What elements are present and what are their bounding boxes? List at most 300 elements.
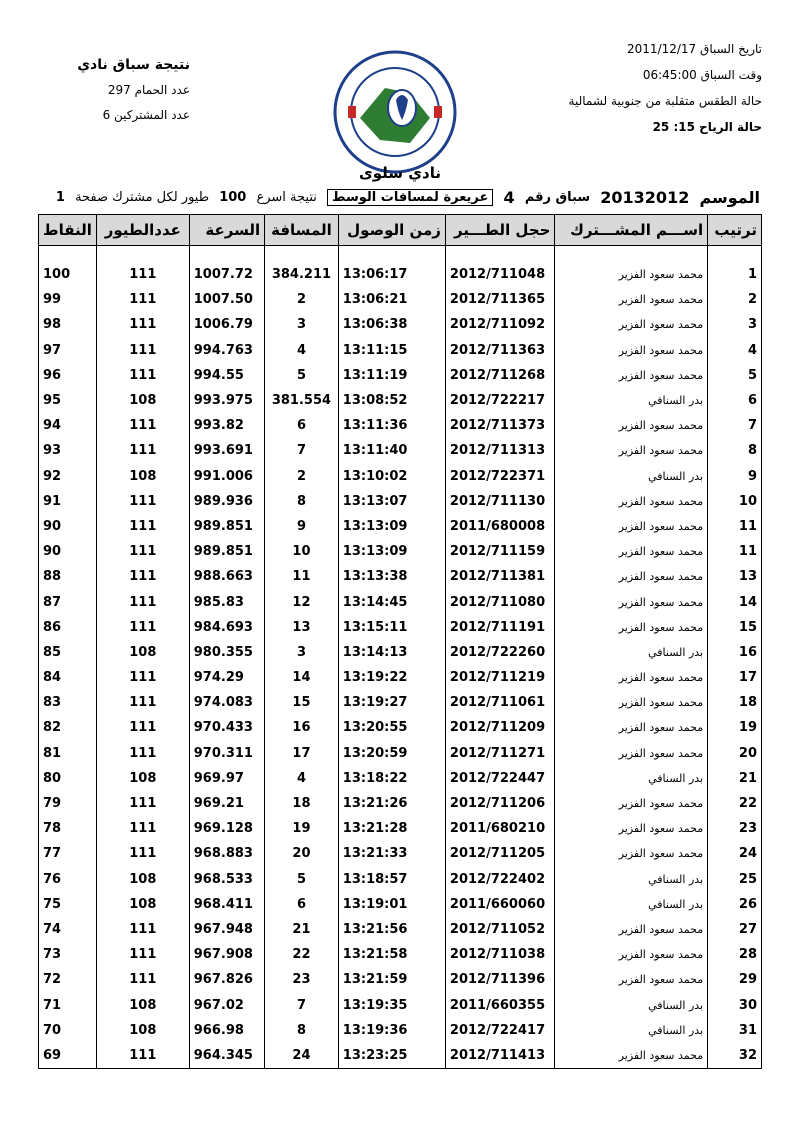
cell-ring: 2012/711313 [445,438,555,463]
cell-rank: 13 [708,564,762,589]
cell-distance: 2 [265,287,339,312]
cell-arrival: 13:06:17 [338,262,445,287]
cell-points: 97 [39,338,97,363]
cell-ring: 2012/711130 [445,489,555,514]
cell-birds: 108 [96,640,189,665]
cell-rank: 4 [708,338,762,363]
wind-status: حالة الرياح 15: 25 [652,120,762,134]
spacer-row [39,246,762,263]
cell-rank: 1 [708,262,762,287]
cell-points: 72 [39,967,97,992]
cell-name: محمد سعود الفزير [555,564,708,589]
table-row [39,665,762,690]
cell-points: 90 [39,514,97,539]
cell-birds: 111 [96,312,189,337]
cell-name: محمد سعود الفزير [555,589,708,614]
cell-points: 71 [39,992,97,1017]
cell-points: 99 [39,287,97,312]
table-row [39,312,762,337]
cell-arrival: 13:19:27 [338,690,445,715]
cell-name: محمد سعود الفزير [555,816,708,841]
cell-speed: 964.345 [189,1043,264,1069]
table-row [39,892,762,917]
cell-points: 95 [39,388,97,413]
cell-points: 82 [39,715,97,740]
table-row [39,766,762,791]
cell-birds: 111 [96,665,189,690]
cell-ring: 2012/711061 [445,690,555,715]
cell-distance: 14 [265,665,339,690]
cell-birds: 111 [96,741,189,766]
fastest-count: 100 [219,190,247,205]
cell-ring: 2012/722260 [445,640,555,665]
table-row [39,438,762,463]
cell-birds: 111 [96,791,189,816]
cell-name: محمد سعود الفزير [555,967,708,992]
cell-points: 74 [39,917,97,942]
cell-distance: 13 [265,615,339,640]
cell-speed: 974.083 [189,690,264,715]
cell-speed: 985.83 [189,589,264,614]
cell-birds: 108 [96,388,189,413]
cell-name: بدر السنافي [555,388,708,413]
table-row [39,816,762,841]
cell-rank: 25 [708,867,762,892]
participants-count: عدد المشتركين 6 [102,108,190,122]
table-header-row [39,215,762,246]
cell-distance: 4 [265,338,339,363]
cell-name: بدر السنافي [555,1018,708,1043]
cell-speed: 970.311 [189,741,264,766]
result-summary [77,57,190,133]
cell-points: 87 [39,589,97,614]
cell-speed: 991.006 [189,464,264,489]
cell-rank: 5 [708,363,762,388]
per-participant-label: طيور لكل مشترك صفحة [75,190,210,205]
cell-name: محمد سعود الفزير [555,615,708,640]
cell-birds: 111 [96,589,189,614]
cell-name: محمد سعود الفزير [555,791,708,816]
cell-name: بدر السنافي [555,992,708,1017]
result-label: نتيجة اسرع [256,190,317,205]
cell-birds: 111 [96,1043,189,1069]
season-value: 20132012 [600,188,690,207]
cell-ring: 2012/711038 [445,942,555,967]
cell-rank: 30 [708,992,762,1017]
table-row [39,589,762,614]
cell-arrival: 13:20:55 [338,715,445,740]
cell-ring: 2012/711373 [445,413,555,438]
table-row [39,262,762,287]
cell-arrival: 13:14:13 [338,640,445,665]
cell-points: 86 [39,615,97,640]
cell-birds: 108 [96,892,189,917]
cell-arrival: 13:13:07 [338,489,445,514]
cell-rank: 6 [708,388,762,413]
cell-points: 88 [39,564,97,589]
col-ring: حجل الطـــير [445,215,555,246]
cell-distance: 2 [265,464,339,489]
table-row [39,615,762,640]
cell-ring: 2012/722371 [445,464,555,489]
cell-ring: 2012/722402 [445,867,555,892]
cell-name: بدر السنافي [555,892,708,917]
cell-arrival: 13:19:35 [338,992,445,1017]
cell-rank: 3 [708,312,762,337]
cell-birds: 111 [96,967,189,992]
cell-points: 100 [39,262,97,287]
cell-arrival: 13:11:19 [338,363,445,388]
cell-speed: 994.55 [189,363,264,388]
cell-arrival: 13:10:02 [338,464,445,489]
cell-arrival: 13:13:09 [338,539,445,564]
cell-rank: 10 [708,489,762,514]
table-row [39,791,762,816]
cell-name: بدر السنافي [555,464,708,489]
cell-distance: 21 [265,917,339,942]
cell-distance: 20 [265,841,339,866]
cell-points: 85 [39,640,97,665]
cell-ring: 2012/711219 [445,665,555,690]
cell-arrival: 13:15:11 [338,615,445,640]
cell-arrival: 13:14:45 [338,589,445,614]
table-row [39,363,762,388]
pigeon-count: عدد الحمام 297 [107,83,190,97]
race-meta [522,42,762,146]
cell-distance: 10 [265,539,339,564]
cell-name: محمد سعود الفزير [555,715,708,740]
table-row [39,338,762,363]
cell-birds: 108 [96,992,189,1017]
cell-distance: 22 [265,942,339,967]
cell-points: 73 [39,942,97,967]
cell-birds: 108 [96,464,189,489]
cell-birds: 111 [96,262,189,287]
cell-name: محمد سعود الفزير [555,363,708,388]
cell-rank: 9 [708,464,762,489]
table-row [39,992,762,1017]
cell-birds: 111 [96,489,189,514]
cell-points: 94 [39,413,97,438]
col-rank: ترتيب [708,215,762,246]
cell-distance: 3 [265,640,339,665]
cell-arrival: 13:20:59 [338,741,445,766]
cell-ring: 2012/711396 [445,967,555,992]
table-row [39,690,762,715]
cell-birds: 108 [96,867,189,892]
cell-rank: 19 [708,715,762,740]
cell-rank: 2 [708,287,762,312]
table-row [39,489,762,514]
cell-distance: 4 [265,766,339,791]
table-row [39,867,762,892]
cell-distance: 8 [265,1018,339,1043]
cell-speed: 989.851 [189,514,264,539]
cell-ring: 2012/711205 [445,841,555,866]
cell-ring: 2011/680008 [445,514,555,539]
race-info-line [40,188,760,212]
cell-distance: 5 [265,867,339,892]
page-number: 1 [55,190,65,205]
cell-ring: 2012/722447 [445,766,555,791]
cell-arrival: 13:23:25 [338,1043,445,1069]
table-row [39,1043,762,1069]
cell-name: محمد سعود الفزير [555,338,708,363]
cell-ring: 2012/711080 [445,589,555,614]
col-points: النقاط [39,215,97,246]
cell-rank: 32 [708,1043,762,1069]
weather-status: حالة الطقس متقلبة من جنوبية لشمالية [568,94,762,108]
cell-speed: 967.908 [189,942,264,967]
cell-rank: 17 [708,665,762,690]
cell-distance: 19 [265,816,339,841]
cell-birds: 111 [96,413,189,438]
cell-birds: 111 [96,690,189,715]
table-row [39,640,762,665]
cell-arrival: 13:19:36 [338,1018,445,1043]
table-row [39,967,762,992]
cell-speed: 967.948 [189,917,264,942]
cell-rank: 27 [708,917,762,942]
cell-name: محمد سعود الفزير [555,287,708,312]
table-row [39,464,762,489]
cell-speed: 1007.72 [189,262,264,287]
cell-points: 91 [39,489,97,514]
cell-name: محمد سعود الفزير [555,841,708,866]
cell-distance: 8 [265,489,339,514]
cell-points: 69 [39,1043,97,1069]
cell-name: محمد سعود الفزير [555,741,708,766]
cell-birds: 108 [96,766,189,791]
cell-ring: 2012/711048 [445,262,555,287]
cell-ring: 2012/711363 [445,338,555,363]
cell-ring: 2012/711052 [445,917,555,942]
cell-arrival: 13:13:09 [338,514,445,539]
cell-speed: 968.533 [189,867,264,892]
col-speed: السرعة [189,215,264,246]
cell-points: 90 [39,539,97,564]
cell-speed: 970.433 [189,715,264,740]
cell-distance: 381.554 [265,388,339,413]
cell-speed: 984.693 [189,615,264,640]
cell-rank: 22 [708,791,762,816]
cell-speed: 993.691 [189,438,264,463]
table-row [39,514,762,539]
cell-distance: 384.211 [265,262,339,287]
table-row [39,1018,762,1043]
cell-distance: 16 [265,715,339,740]
cell-ring: 2011/660355 [445,992,555,1017]
cell-rank: 21 [708,766,762,791]
cell-ring: 2012/711413 [445,1043,555,1069]
cell-distance: 24 [265,1043,339,1069]
cell-ring: 2011/660060 [445,892,555,917]
table-row [39,741,762,766]
cell-rank: 31 [708,1018,762,1043]
race-number: 4 [503,188,515,207]
cell-rank: 26 [708,892,762,917]
cell-name: محمد سعود الفزير [555,262,708,287]
cell-arrival: 13:11:40 [338,438,445,463]
club-name: نادي سلوى [359,164,441,182]
cell-arrival: 13:21:58 [338,942,445,967]
cell-rank: 15 [708,615,762,640]
cell-speed: 966.98 [189,1018,264,1043]
cell-points: 98 [39,312,97,337]
cell-speed: 974.29 [189,665,264,690]
cell-speed: 989.851 [189,539,264,564]
cell-name: محمد سعود الفزير [555,665,708,690]
cell-ring: 2012/722417 [445,1018,555,1043]
table-row [39,539,762,564]
cell-distance: 23 [265,967,339,992]
cell-points: 70 [39,1018,97,1043]
cell-rank: 14 [708,589,762,614]
cell-speed: 969.128 [189,816,264,841]
col-distance: المسافة [265,215,339,246]
cell-arrival: 13:13:38 [338,564,445,589]
result-title: نتيجة سباق نادي [77,57,190,73]
cell-speed: 967.02 [189,992,264,1017]
cell-points: 96 [39,363,97,388]
cell-rank: 24 [708,841,762,866]
cell-arrival: 13:11:36 [338,413,445,438]
cell-points: 83 [39,690,97,715]
cell-rank: 23 [708,816,762,841]
cell-ring: 2012/711271 [445,741,555,766]
cell-points: 80 [39,766,97,791]
cell-arrival: 13:19:01 [338,892,445,917]
table-row [39,841,762,866]
race-time: وقت السباق 06:45:00 [642,68,762,82]
cell-distance: 7 [265,438,339,463]
cell-ring: 2012/711209 [445,715,555,740]
cell-name: بدر السنافي [555,640,708,665]
cell-birds: 111 [96,816,189,841]
cell-distance: 6 [265,892,339,917]
cell-arrival: 13:21:56 [338,917,445,942]
cell-birds: 111 [96,539,189,564]
cell-name: محمد سعود الفزير [555,1043,708,1069]
cell-distance: 18 [265,791,339,816]
cell-points: 92 [39,464,97,489]
table-row [39,413,762,438]
table-row [39,564,762,589]
cell-speed: 1007.50 [189,287,264,312]
table-row [39,715,762,740]
table-row [39,388,762,413]
cell-rank: 8 [708,438,762,463]
col-arrival: زمن الوصول [338,215,445,246]
cell-name: محمد سعود الفزير [555,690,708,715]
cell-birds: 111 [96,514,189,539]
cell-distance: 6 [265,413,339,438]
cell-speed: 993.975 [189,388,264,413]
cell-ring: 2012/711268 [445,363,555,388]
cell-ring: 2012/711159 [445,539,555,564]
table-row [39,917,762,942]
race-description: عريعرة لمسافات الوسط [327,189,493,206]
cell-rank: 16 [708,640,762,665]
cell-arrival: 13:18:57 [338,867,445,892]
cell-speed: 994.763 [189,338,264,363]
cell-ring: 2012/711365 [445,287,555,312]
cell-birds: 111 [96,615,189,640]
cell-ring: 2012/711191 [445,615,555,640]
cell-ring: 2012/711381 [445,564,555,589]
cell-speed: 967.826 [189,967,264,992]
cell-birds: 111 [96,942,189,967]
cell-name: محمد سعود الفزير [555,514,708,539]
cell-birds: 111 [96,287,189,312]
cell-distance: 11 [265,564,339,589]
table-row [39,942,762,967]
cell-speed: 993.82 [189,413,264,438]
race-number-label: سباق رقم [524,190,591,205]
cell-name: محمد سعود الفزير [555,942,708,967]
cell-name: محمد سعود الفزير [555,312,708,337]
cell-birds: 111 [96,841,189,866]
cell-name: بدر السنافي [555,766,708,791]
cell-rank: 20 [708,741,762,766]
cell-birds: 111 [96,917,189,942]
cell-speed: 969.21 [189,791,264,816]
cell-points: 78 [39,816,97,841]
cell-ring: 2012/722217 [445,388,555,413]
season-label: الموسم [699,188,760,207]
cell-speed: 988.663 [189,564,264,589]
cell-birds: 111 [96,363,189,388]
cell-speed: 968.411 [189,892,264,917]
table-row [39,287,762,312]
federation-logo [330,48,460,176]
cell-arrival: 13:19:22 [338,665,445,690]
cell-distance: 7 [265,992,339,1017]
cell-speed: 980.355 [189,640,264,665]
table-body [39,246,762,1069]
cell-rank: 29 [708,967,762,992]
cell-speed: 1006.79 [189,312,264,337]
results-table [38,214,762,1069]
cell-ring: 2012/711206 [445,791,555,816]
cell-name: محمد سعود الفزير [555,539,708,564]
cell-points: 81 [39,741,97,766]
cell-arrival: 13:08:52 [338,388,445,413]
cell-arrival: 13:21:26 [338,791,445,816]
cell-rank: 18 [708,690,762,715]
cell-points: 76 [39,867,97,892]
cell-name: محمد سعود الفزير [555,917,708,942]
cell-distance: 3 [265,312,339,337]
cell-distance: 15 [265,690,339,715]
cell-points: 84 [39,665,97,690]
cell-speed: 968.883 [189,841,264,866]
cell-birds: 111 [96,715,189,740]
cell-arrival: 13:06:38 [338,312,445,337]
cell-distance: 12 [265,589,339,614]
cell-distance: 5 [265,363,339,388]
cell-arrival: 13:18:22 [338,766,445,791]
cell-rank: 7 [708,413,762,438]
cell-speed: 969.97 [189,766,264,791]
cell-arrival: 13:21:33 [338,841,445,866]
cell-name: محمد سعود الفزير [555,438,708,463]
cell-distance: 9 [265,514,339,539]
cell-points: 79 [39,791,97,816]
cell-ring: 2011/680210 [445,816,555,841]
cell-ring: 2012/711092 [445,312,555,337]
cell-arrival: 13:21:59 [338,967,445,992]
